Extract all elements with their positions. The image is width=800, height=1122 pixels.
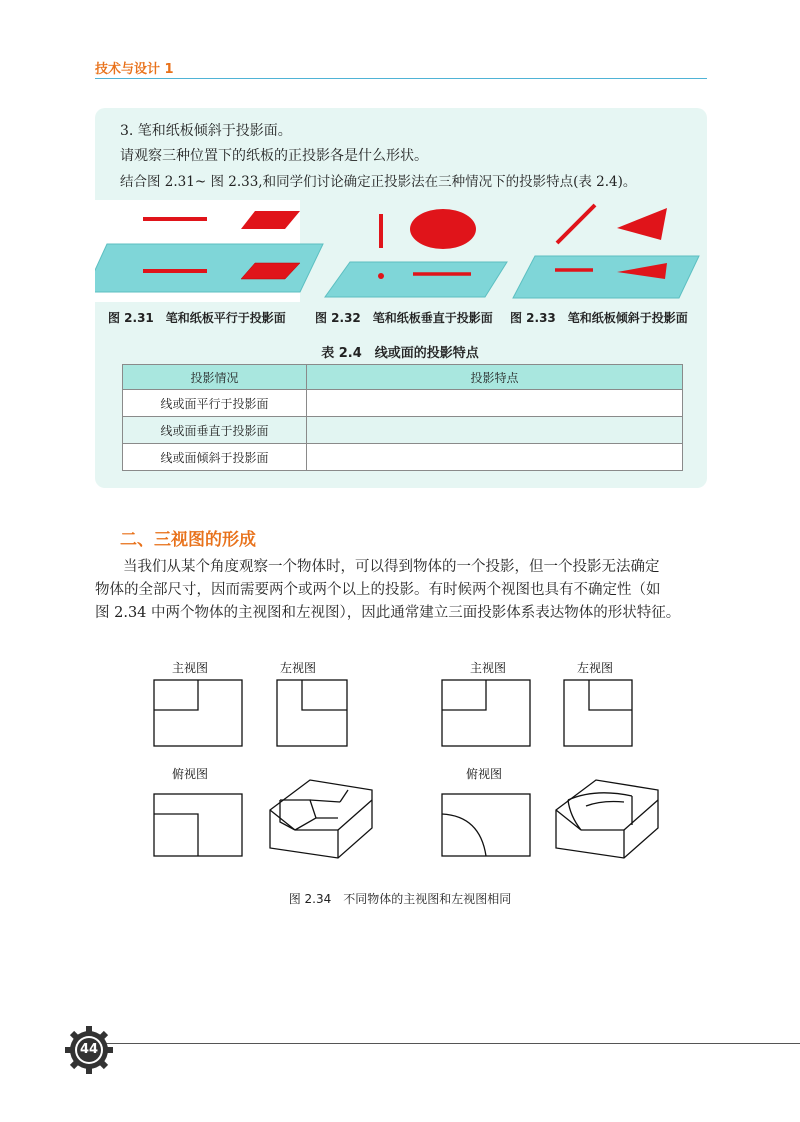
body-line: 当我们从某个角度观察一个物体时，可以得到物体的一个投影，但一个投影无法确定 [123,559,660,575]
table-header: 投影情况 [123,365,307,390]
activity-line-3: 结合图 2.31~ 图 2.33,和同学们讨论确定正投影法在三种情况下的投影特点(表 2.4)。 [120,174,637,190]
table-cell-answer [307,417,683,444]
table-row [123,390,683,417]
figure-2-33 [513,205,699,298]
section-title: 二、三视图的形成 [120,530,256,550]
left-view [564,680,632,746]
front-view-label: 主视图 [172,661,209,675]
front-view-label: 主视图 [470,661,507,675]
figure-2-31 [95,200,323,302]
caption-fig-2-32: 图 2.32 笔和纸板垂直于投影面 [315,311,493,325]
table-header-row [123,365,683,390]
projection-table [122,364,683,471]
projection-figures [95,200,707,305]
table-header: 投影特点 [307,365,683,390]
caption-fig-2-34: 图 2.34 不同物体的主视图和左视图相同 [288,892,512,906]
table-cell-answer [307,390,683,417]
running-header [95,52,707,79]
body-line: 图 2.34 中两个物体的主视图和左视图），因此通常建立三面投影体系表达物体的形状特征。 [95,605,681,621]
page-number: 44 [79,1042,99,1057]
header-title: 技术与设计 1 [95,62,174,77]
quarter-arc [442,814,486,856]
caption-fig-2-31: 图 2.31 笔和纸板平行于投影面 [108,311,286,325]
left-view [277,680,347,746]
table-row [123,417,683,444]
table-row [123,444,683,471]
activity-line-2: 请观察三种位置下的纸板的正投影各是什么形状。 [120,148,428,164]
table-cell: 线或面倾斜于投影面 [123,444,307,471]
three-view-figure [140,650,680,880]
top-view-label: 俯视图 [172,767,209,781]
left-view-label: 左视图 [577,661,614,675]
object-a-isometric [270,780,372,858]
body-line: 物体的全部尺寸，因而需要两个或两个以上的投影。有时候两个视图也具有不确定性（如 [95,582,661,598]
left-view-label: 左视图 [280,661,317,675]
caption-fig-2-33: 图 2.33 笔和纸板倾斜于投影面 [510,311,688,325]
table-cell: 线或面垂直于投影面 [123,417,307,444]
pen-shape [557,205,595,243]
top-view [442,794,530,856]
table-cell: 线或面平行于投影面 [123,390,307,417]
activity-line-1: 3. 笔和纸板倾斜于投影面。 [120,123,292,139]
board-shape [410,209,476,249]
object-a-views [154,661,372,858]
footer-rule [92,1043,800,1044]
table-title: 表 2.4 线或面的投影特点 [321,346,479,361]
body-paragraph [95,556,707,625]
figure-2-32 [325,209,507,297]
table-cell-answer [307,444,683,471]
board-shape [617,208,667,240]
pen-projection [378,273,384,279]
object-b-views [442,661,658,858]
top-view-label: 俯视图 [466,767,503,781]
object-b-isometric [556,780,658,858]
